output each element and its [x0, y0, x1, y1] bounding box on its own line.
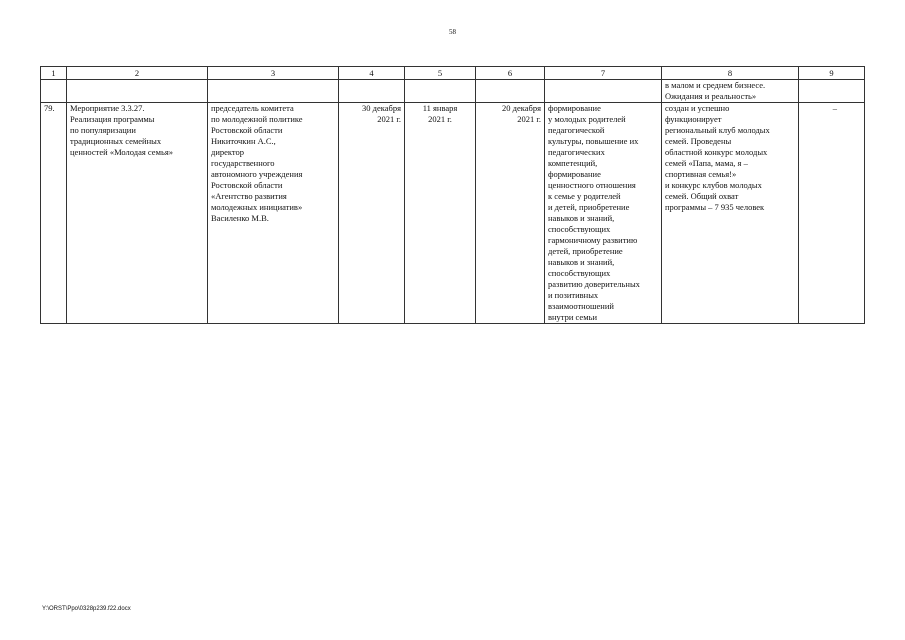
continuation-cell-8 [662, 80, 799, 103]
text-line: Ожидания и реальность» [665, 91, 757, 101]
continuation-cell-9 [799, 80, 865, 103]
col-header-5: 5 [405, 67, 476, 80]
col-header-4: 4 [339, 67, 405, 80]
col-header-7: 7 [545, 67, 662, 80]
text-line: в малом и среднем бизнесе. [665, 80, 766, 90]
actual-result-cell: создан и успешно функционирует региональный клуб молодых семей. Проведены областной конкурс молодых семей «Папа, мама, я – спортивная семья!» и конкурс клубов молодых семей. Общий охват программы – 7 935 человек [662, 103, 799, 324]
col-header-2: 2 [67, 67, 208, 80]
col-header-1: 1 [41, 67, 67, 80]
header-row [41, 67, 865, 80]
continuation-cell-7 [545, 80, 662, 103]
continuation-cell-4 [339, 80, 405, 103]
activity-table [40, 66, 865, 324]
col-header-9: 9 [799, 67, 865, 80]
expected-result-cell: формирование у молодых родителей педагогической культуры, повышение их педагогических компетенций, формирование ценностного отношения к семье у родителей и детей, приобретение навыков и знаний, способствующих гармоничному развитию детей, приобретение навыков и знаний, способствующих развитию доверительных и позитивных взаимоотношений внутри семьи [545, 103, 662, 324]
col-header-3: 3 [208, 67, 339, 80]
table-row [41, 103, 865, 324]
continuation-cell-1 [41, 80, 67, 103]
date-end-cell: 20 декабря 2021 г. [476, 103, 545, 324]
continuation-cell-2 [67, 80, 208, 103]
col-header-8: 8 [662, 67, 799, 80]
continuation-cell-6 [476, 80, 545, 103]
event-cell: Мероприятие 3.3.27. Реализация программы по популяризации традиционных семейных ценностей «Молодая семья» [67, 103, 208, 324]
footer-file-path: Y:\ORST\Ppo\0328p239.f22.docx [42, 606, 131, 612]
date-planned-cell: 30 декабря 2021 г. [339, 103, 405, 324]
responsible-cell: председатель комитета по молодежной политике Ростовской области Никиточкин А.С., директор государственного автономного учреждения Ростовской области «Агентство развития молодежных инициатив» Василенко М.В. [208, 103, 339, 324]
continuation-row [41, 80, 865, 103]
continuation-cell-3 [208, 80, 339, 103]
continuation-cell-5 [405, 80, 476, 103]
reasons-cell: – [799, 103, 865, 324]
page-number: 58 [449, 28, 456, 36]
date-start-cell: 11 января 2021 г. [405, 103, 476, 324]
col-header-6: 6 [476, 67, 545, 80]
row-number: 79. [41, 103, 67, 324]
